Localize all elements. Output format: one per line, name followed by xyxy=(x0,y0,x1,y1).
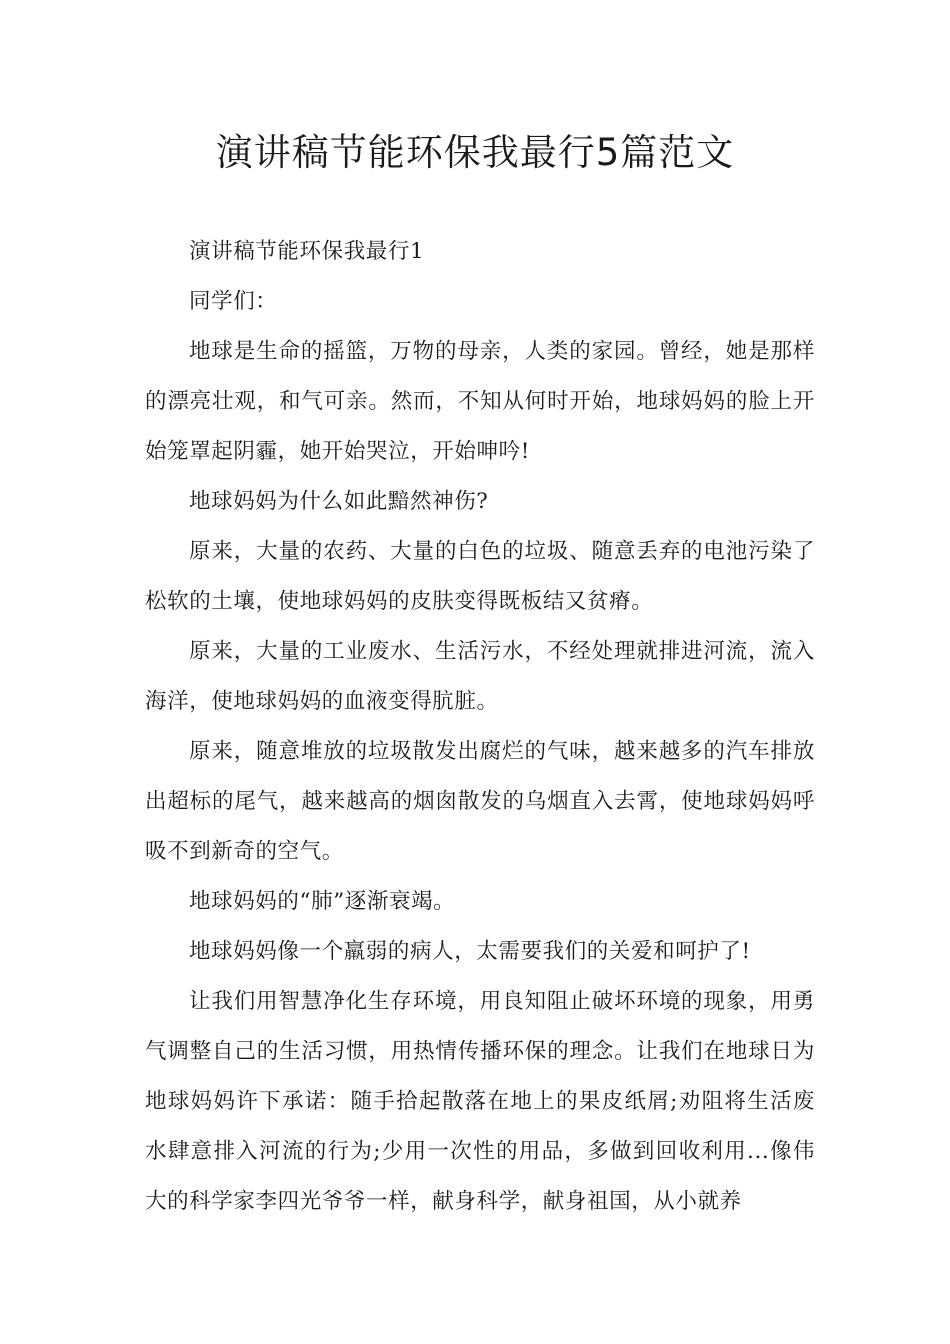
document-body xyxy=(145,227,815,1227)
paragraph: 原来，随意堆放的垃圾散发出腐烂的气味，越来越多的汽车排放出超标的尾气，越来越高的烟囱散发的乌烟直入去霄，使地球妈妈呼吸不到新奇的空气。 xyxy=(145,739,815,864)
paragraph: 地球是生命的摇篮，万物的母亲，人类的家园。曾经，她是那样的漂亮壮观，和气可亲。然而，不知从何时开始，地球妈妈的脸上开始笼罩起阴霾，她开始哭泣，开始呻吟! xyxy=(145,339,815,464)
paragraph: 原来，大量的农药、大量的白色的垃圾、随意丢弃的电池污染了松软的土壤，使地球妈妈的皮肤变得既板结又贫瘠。 xyxy=(145,539,815,614)
paragraph: 让我们用智慧净化生存环境，用良知阻止破坏环境的现象，用勇气调整自己的生活习惯，用热情传播环保的理念。让我们在地球日为地球妈妈许下承诺：随手拾起散落在地上的果皮纸屑;劝阻将生活废水肆意排入河流的行为;少用一次性的用品，多做到回收利用...像伟大的科学家李四光爷爷一样，献身科学，献身祖国，从小就养 xyxy=(145,989,815,1214)
paragraph-salutation: 同学们： xyxy=(189,289,278,314)
document-title: 演讲稿节能环保我最行5篇范文 xyxy=(215,131,735,174)
paragraph: 原来，大量的工业废水、生活污水，不经处理就排进河流，流入海洋，使地球妈妈的血液变得肮脏。 xyxy=(145,639,815,714)
paragraph-heading: 演讲稿节能环保我最行1 xyxy=(189,239,425,264)
paragraph: 地球妈妈为什么如此黯然神伤? xyxy=(189,489,489,514)
paragraph: 地球妈妈像一个羸弱的病人，太需要我们的关爱和呵护了! xyxy=(189,939,751,964)
paragraph: 地球妈妈的“肺”逐渐衰竭。 xyxy=(189,889,456,914)
